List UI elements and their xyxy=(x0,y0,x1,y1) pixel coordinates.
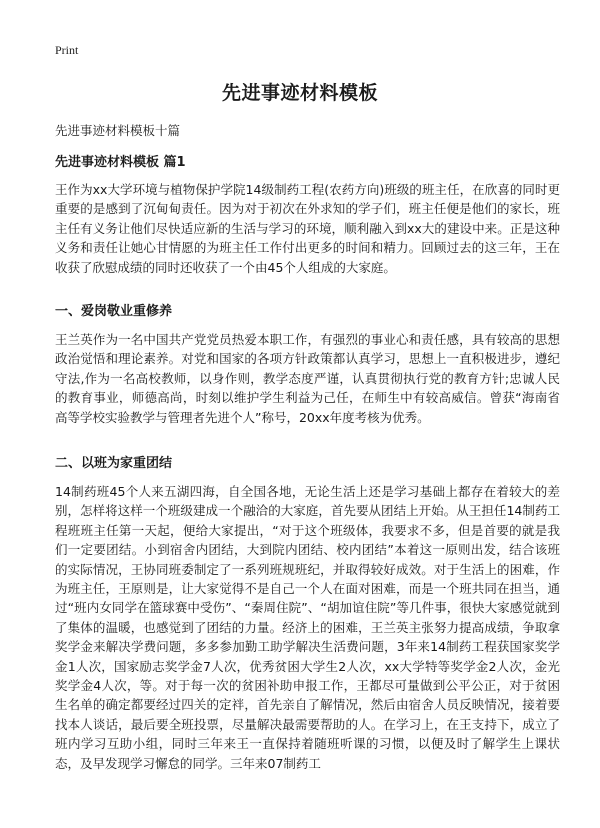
paragraph-dedication: 王兰英作为一名中国共产党党员热爱本职工作，有强烈的事业心和责任感，具有较高的思想政治觉悟和理论素养。对党和国家的各项方针政策都认真学习，思想上一直积极进步，遵纪守法,作为一名高校教师，以身作则，教学态度严谨，认真贯彻执行党的教育方针;忠诚人民的教育事业，师德高尚，时刻以维护学生利益为己任，在师生中有较高威信。曾获“海南省高等学校实验教学与管理者先进个人”称号，20xx年度考核为优秀。 xyxy=(55,332,560,425)
document-subtitle: 先进事迹材料模板十篇 xyxy=(55,123,181,138)
document-title: 先进事迹材料模板 xyxy=(221,82,378,104)
print-label[interactable]: Print xyxy=(55,43,79,57)
article-heading: 先进事迹材料模板 篇1 xyxy=(55,155,186,170)
paragraph-unity: 14制药班45个人来五湖四海，自全国各地，无论生活上还是学习基础上都存在着较大的差别，怎样将这样一个班级建成一个融洽的大家庭，首先要从团结上开始。从王担任14制药工程班班主任第一天起，便给大家提出，“对于这个班级体，我要求不多，但是首要的就是我们一定要团结。小到宿舍内团结，大到院内团结、校内团结”本着这一原则出发，结合该班的实际情况，王协同班委制定了一系列班规班纪，并取得较好成效。对于生活上的困难，作为班主任，王原则是，让大家觉得不是自己一个人在面对困难，而是一个班共同在担当，通过“班内女同学在篮球赛中受伤”、“秦周住院”、“胡加谊住院”等几件事，很快大家感觉就到了集体的温暖，也感觉到了团结的力量。经济上的困难，王兰英主张努力提高成绩，争取拿奖学金来解决学费问题，多多参加勤工助学解决生活费问题，3年来14制药工程获国家奖学金1人次，国家励志奖学金7人次，优秀贫困大学生2人次，xx大学特等奖学金2人次，金光奖学金4人次，等。对于每一次的贫困补助申报工作，王都尽可量做到公平公正，对于贫困生名单的确定都要经过四关的定袢，首先亲自了解情况，然后由宿舍人员反映情况，接着要找本人谈话，最后要全班投票，尽量解决最需要帮助的人。在学习上，在王支持下，成立了班内学习互助小组，同时三年来王一直保持着随班听课的习惯，以便及时了解学生上课状态，及早发现学习懈怠的同学。三年来07制药工 xyxy=(55,484,560,771)
section-heading-unity: 二、以班为家重团结 xyxy=(55,456,173,471)
section-heading-dedication: 一、爱岗敬业重修养 xyxy=(55,304,173,319)
paragraph-intro: 王作为xx大学环境与植物保护学院14级制药工程(农药方向)班级的班主任，在欣喜的同时更重要的是感到了沉甸甸责任。因为对于初次在外求知的学子们，班主任便是他们的家长，班主任有义务让他们尽快适应新的生活与学习的环境，顺利融入到xx大的建设中来。正是这种义务和责任让她心甘情愿的为班主任工作付出更多的时间和精力。回顾过去的这三年，王在收获了欣慰成绩的同时还收获了一个由45个人组成的大家庭。 xyxy=(55,182,560,275)
